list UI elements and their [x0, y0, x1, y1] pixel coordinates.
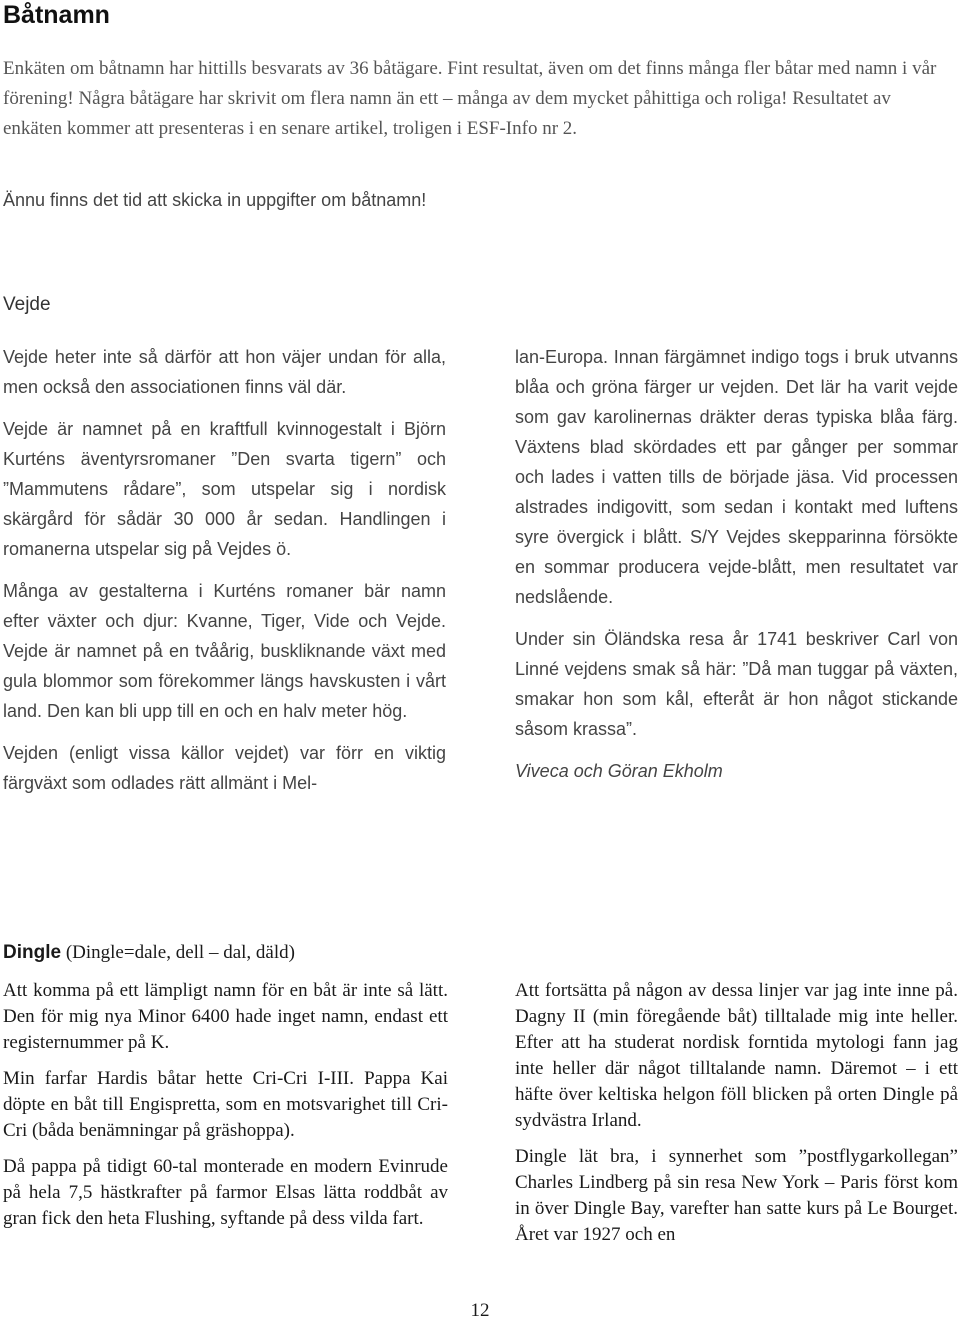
intro-note: Ännu finns det tid att skicka in uppgifter om båtnamn!	[3, 190, 427, 210]
vejde-paragraph: Vejde är namnet på en kraftfull kvinnogestalt i Björn Kurténs äventyrsromaner ”Den svarta tigern” och ”Mammutens rådare”, som utspelar sig i nordisk skärgård för sådär 30 000 år sedan. Handlingen i romanerna utspelar sig på Vejdes ö.	[3, 419, 446, 559]
dingle-paragraph: Att komma på ett lämpligt namn för en båt är inte så lätt. Den för mig nya Minor 6400 hade inget namn, endast ett registernummer på K.	[3, 980, 448, 1053]
dingle-paragraph: Att fortsätta på någon av dessa linjer var jag inte inne på. Dagny II (min föregående båt) tilltalade mig inte heller. Efter att ha studerat nordisk forntida mytologi fann jag inte heller där något tilltalande namn. Däremot – i ett häfte över keltiska helgon föll blicken på orten Dingle på sydvästra Irland.	[515, 980, 958, 1131]
intro-section	[3, 54, 948, 144]
dingle-heading-bold: Dingle	[3, 942, 62, 963]
vejde-left-column	[3, 342, 446, 810]
intro-paragraph: Enkäten om båtnamn har hittills besvarats av 36 båtägare. Fint resultat, även om det finns många fler båtar med namn i vår förening! Några båtägare har skrivit om flera namn än ett – många av dem mycket påhittiga och roliga! Resultatet av enkäten kommer att presenteras i en senare artikel, troligen i ESF-Info nr 2.	[3, 58, 937, 139]
vejde-paragraph: Under sin Öländska resa år 1741 beskriver Carl von Linné vejdens smak så här: ”Då man tuggar på växten, smakar hon som kål, efteråt är hon något stickande såsom krassa”.	[515, 629, 958, 739]
vejde-signature: Viveca och Göran Ekholm	[515, 761, 723, 781]
dingle-paragraph: Min farfar Hardis båtar hette Cri-Cri I-III. Pappa Kai döpte en båt till Engispretta, som en motsvarighet till Cri-Cri (båda benämningar på gräshoppa).	[3, 1068, 448, 1141]
dingle-heading-subtitle: (Dingle=dale, dell – dal, däld)	[61, 942, 295, 963]
dingle-left-column	[3, 978, 448, 1242]
dingle-paragraph: Då pappa på tidigt 60-tal monterade en modern Evinrude på hela 7,5 hästkrafter på farmor Elsas lätta roddbåt av gran fick den heta Flushing, syftande på dess vilda fart.	[3, 1156, 448, 1229]
dingle-right-column	[515, 978, 958, 1258]
dingle-heading	[3, 940, 295, 966]
vejde-heading: Vejde	[3, 294, 51, 315]
vejde-paragraph: lan-Europa. Innan färgämnet indigo togs i bruk utvanns blåa och gröna färger ur vejden. Det lär ha varit vejde som gav karolinernas dräkter deras typiska blåa färg. Växtens blad skördades ett par gånger per sommar och lades i vatten tills de började jäsa. Vid processen alstrades indigovitt, som sedan i kontakt med luftens syre övergick i blått. S/Y Vejdes skepparinna försökte en sommar producera vejde-blått, men resultatet var nedslående.	[515, 347, 958, 607]
page-title: Båtnamn	[3, 1, 110, 29]
vejde-paragraph: Många av gestalterna i Kurténs romaner bär namn efter växter och djur: Kvanne, Tiger, Vide och Vejde. Vejde är namnet på en tvåårig, buskliknande växt med gula blommor som förekommer längs havskusten i vårt land. Den kan bli upp till en och en halv meter hög.	[3, 581, 446, 721]
page-number: 12	[470, 1300, 490, 1321]
vejde-paragraph: Vejde heter inte så därför att hon väjer undan för alla, men också den associationen finns väl där.	[3, 347, 446, 397]
vejde-paragraph: Vejden (enligt vissa källor vejdet) var förr en viktig färgväxt som odlades rätt allmänt i Mel-	[3, 743, 446, 793]
dingle-paragraph: Dingle lät bra, i synnerhet som ”postflygarkollegan” Charles Lindberg på sin resa New York – Paris först kom in över Dingle Bay, varefter han satte kurs på Le Bourget. Året var 1927 och en	[515, 1146, 958, 1245]
vejde-right-column	[515, 342, 958, 798]
